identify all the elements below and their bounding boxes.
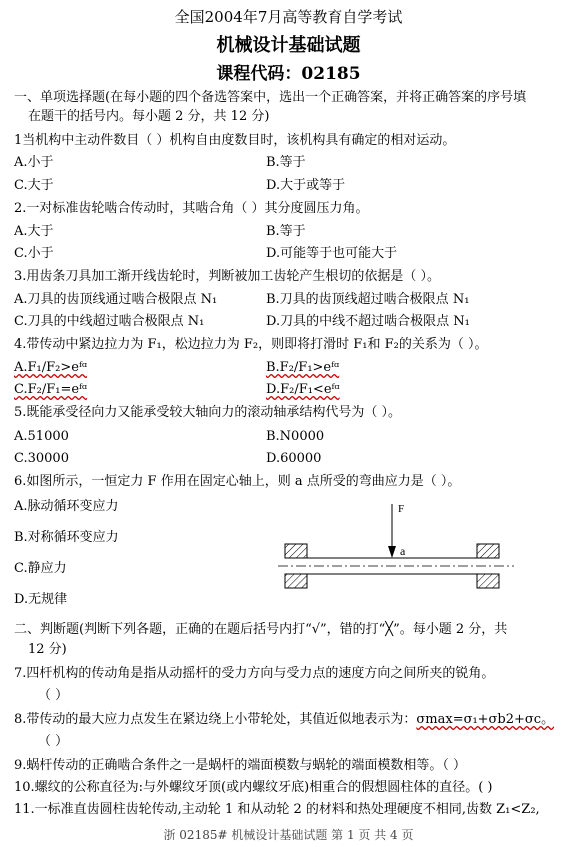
q4-stem: 4.带传动中紧边拉力为 F₁，松边拉力为 F₂，则即将打滑时 F₁和 F₂的关系为（ ）。	[14, 337, 488, 352]
q2-option-c: C.小于	[14, 246, 54, 261]
q5-option-a: A.51000	[14, 429, 69, 444]
q3-option-c: C.刀具的中线超过啮合极限点 N₁	[14, 314, 205, 329]
section2-heading: 二、判断题(判断下列各题，正确的在题后括号内打“√”，错的打“╳”。每小题 2 分，共	[14, 622, 508, 637]
right-support-top	[477, 544, 499, 558]
q4-option-d: D.F₂/F₁<eᶠᵅ	[266, 382, 340, 397]
exam-title: 全国2004年7月高等教育自学考试	[174, 8, 403, 26]
q11-stem: 11.一标准直齿圆柱齿轮传动,主动轮 1 和从动轮 2 的材料和热处理硬度不相同,齿数 Z₁<Z₂,	[14, 802, 540, 817]
q8-stem-text: 8.带传动的最大应力点发生在紧边绕上小带轮处，其值近似地表示为：	[14, 712, 417, 727]
force-label: F	[398, 503, 405, 515]
course-code: 课程代码：02185	[216, 64, 361, 84]
q7-stem: 7.四杆机构的传动角是指从动摇杆的受力方向与受力点的速度方向之间所夹的锐角。	[14, 666, 495, 681]
q8-bracket: （ ）	[38, 734, 69, 749]
q6-option-c: C.静应力	[14, 561, 67, 576]
left-support-bottom	[285, 574, 307, 588]
section2-heading-cont: 12 分)	[28, 642, 67, 657]
q5-option-b: B.N0000	[266, 429, 325, 444]
q4-option-b: B.F₂/F₁>eᶠᵅ	[266, 360, 340, 375]
q2-option-a: A.大于	[14, 224, 54, 239]
q1-option-c: C.大于	[14, 178, 54, 193]
section1-heading: 一、单项选择题(在每小题的四个备选答案中，选出一个正确答案，并将正确答案的序号填	[14, 90, 527, 105]
q6-option-a: A.脉动循环变应力	[14, 499, 119, 514]
q5-option-c: C.30000	[14, 451, 69, 466]
q5-stem: 5.既能承受径向力又能承受较大轴向力的滚动轴承结构代号为（ ）。	[14, 405, 402, 420]
q5-option-d: D.60000	[266, 451, 322, 466]
q4-option-a: A.F₁/F₂>eᶠᵅ	[14, 360, 88, 375]
q3-option-a: A.刀具的齿顶线通过啮合极限点 N₁	[14, 292, 218, 307]
q8-formula: σmax=σ₁+σb2+σc。	[416, 712, 555, 727]
q3-option-b: B.刀具的齿顶线超过啮合极限点 N₁	[266, 292, 470, 307]
q6-stem: 6.如图所示，一恒定力 F 作用在固定心轴上，则 a 点所受的弯曲应力是（ ）。	[14, 474, 461, 489]
q2-option-b: B.等于	[266, 224, 306, 239]
q2-stem: 2.一对标准齿轮啮合传动时，其啮合角（ ）其分度圆压力角。	[14, 201, 369, 216]
q3-option-d: D.刀具的中线不超过啮合极限点 N₁	[266, 314, 470, 329]
q2-option-d: D.可能等于也可能大于	[266, 246, 398, 261]
q4-option-c: C.F₂/F₁=eᶠᵅ	[14, 382, 88, 397]
q3-stem: 3.用齿条刀具加工渐开线齿轮时，判断被加工齿轮产生根切的依据是（ ）。	[14, 269, 441, 284]
point-a-label: a	[400, 544, 406, 558]
force-arrow-head	[388, 546, 396, 558]
axle-figure	[278, 498, 518, 602]
left-support-top	[285, 544, 307, 558]
page-footer: 浙 02185# 机械设计基础试题 第 1 页 共 4 页	[163, 828, 414, 842]
q1-option-d: D.大于或等于	[266, 178, 346, 193]
q8-stem	[14, 712, 554, 728]
q6-option-b: B.对称循环变应力	[14, 530, 119, 545]
q1-option-a: A.小于	[14, 155, 54, 170]
q1-option-b: B.等于	[266, 155, 306, 170]
q9-stem: 9.蜗杆传动的正确啮合条件之一是蜗杆的端面模数与蜗轮的端面模数相等。（ ）	[14, 758, 467, 773]
q10-stem: 10.螺纹的公称直径为:与外螺纹牙顶(或内螺纹牙底)相重合的假想圆柱体的直径。( )	[14, 780, 493, 795]
q1-stem: 1当机构中主动件数目（ ）机构自由度数目时，该机构具有确定的相对运动。	[14, 133, 456, 148]
subject-title: 机械设计基础试题	[216, 35, 361, 56]
q6-option-d: D.无规律	[14, 592, 68, 607]
right-support-bottom	[477, 574, 499, 588]
q7-bracket: （ ）	[38, 688, 69, 703]
section1-heading-cont: 在题干的括号内。每小题 2 分，共 12 分)	[28, 109, 270, 124]
